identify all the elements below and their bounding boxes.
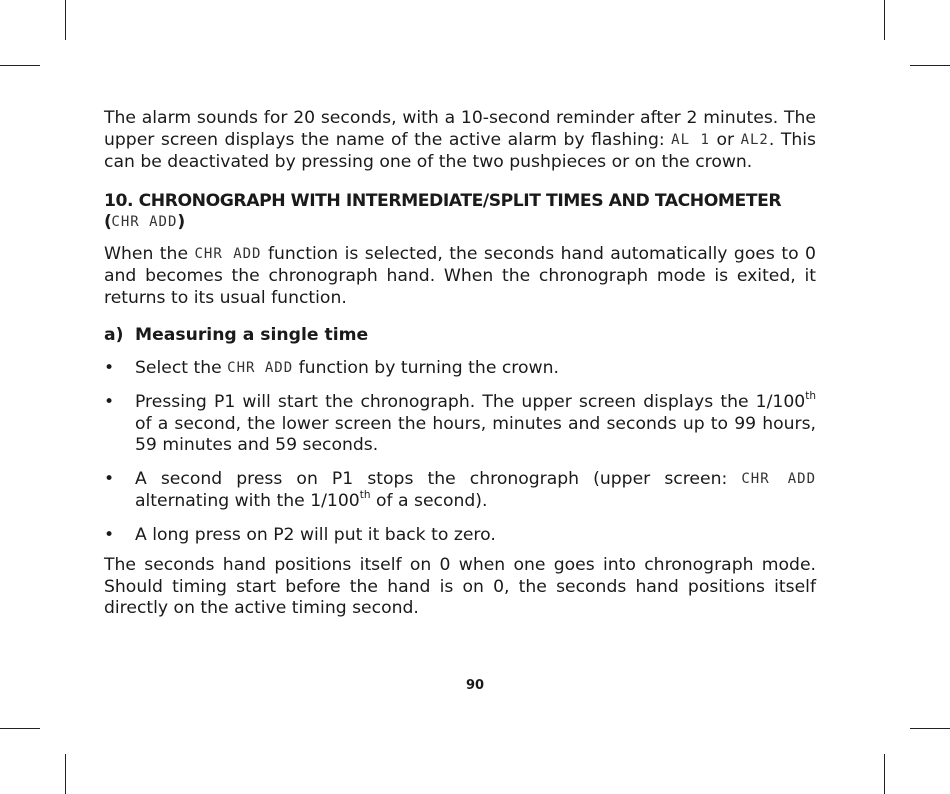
section-para-text-2: function is selected, the seconds hand automatically goes to 0 and becomes the chronograph hand. When the chronograph mode is exited, it returns to its usual function. [104,243,816,308]
list-item [104,469,816,513]
subsection-title: Measuring a single time [135,325,369,345]
section-heading-text: 10. CHRONOGRAPH WITH INTERMEDIATE/SPLIT TIMES AND TACHOMETER ( [104,190,782,232]
crop-mark-top-left-vertical [65,0,66,40]
crop-mark-bottom-right-vertical [884,754,885,794]
bullet-list [104,358,816,547]
bullet-3-text-2: alternating with the 1/100 [135,491,360,511]
lcd-label-chr-add-heading: CHR ADD [111,214,178,230]
bullet-4-text: A long press on P2 will put it back to zero. [135,524,496,545]
bullet-icon: • [104,468,115,489]
page-content [104,108,816,620]
crop-mark-top-right-vertical [884,0,885,40]
lcd-label-chr-add-b1: CHR ADD [227,359,294,376]
lcd-label-chr-add-para: CHR ADD [194,245,262,262]
section-heading [104,191,816,235]
list-item [104,358,816,381]
lcd-label-chr-add-b3: CHR ADD [741,470,816,487]
bullet-3-text-1: A second press on P1 stops the chronograph (upper screen: [135,468,742,489]
closing-paragraph: The seconds hand positions itself on 0 when one goes into chronograph mode. Should timing start before the hand is on 0, the seconds hand positions itself directly on the active timing second. [104,555,816,618]
lcd-label-al2: AL2 [740,131,769,148]
intro-text-3: . This can be deactivated by pressing one of the two pushpieces or on the crown. [104,129,816,172]
subsection-heading [104,325,816,347]
crop-mark-bottom-left-horizontal [0,728,40,729]
intro-paragraph [104,108,816,174]
section-heading-close: ) [177,212,185,232]
crop-mark-top-right-horizontal [910,65,950,66]
bullet-2-text-1: Pressing P1 will start the chronograph. The upper screen displays the 1/100 [135,392,806,412]
bullet-icon: • [104,392,115,412]
bullet-1-text-2: function by turning the crown. [293,357,559,378]
intro-text-1: The alarm sounds for 20 seconds, with a 10-second reminder after 2 minutes. The upper screen displays the name of the active alarm by flashing: [104,108,816,150]
bullet-3-text-3: of a second). [370,491,488,511]
bullet-2-text-2: of a second, the lower screen the hours, minutes and seconds up to 99 hours, 59 minutes and 59 seconds. [135,413,816,455]
bullet-icon: • [104,357,115,378]
subsection-letter: a) [104,325,124,345]
lcd-label-al1: AL 1 [671,131,710,148]
intro-text-2: or [709,129,741,150]
bullet-2-superscript: th [805,390,816,403]
section-paragraph [104,244,816,310]
crop-mark-bottom-left-vertical [65,754,66,794]
page-number: 90 [465,678,485,693]
crop-mark-top-left-horizontal [0,65,40,66]
bullet-1-text-1: Select the [135,357,228,378]
crop-mark-bottom-right-horizontal [910,728,950,729]
list-item [104,525,816,547]
list-item [104,392,816,457]
bullet-3-superscript: th [359,489,371,502]
section-para-text-1: When the [104,243,195,264]
bullet-icon: • [104,524,115,545]
